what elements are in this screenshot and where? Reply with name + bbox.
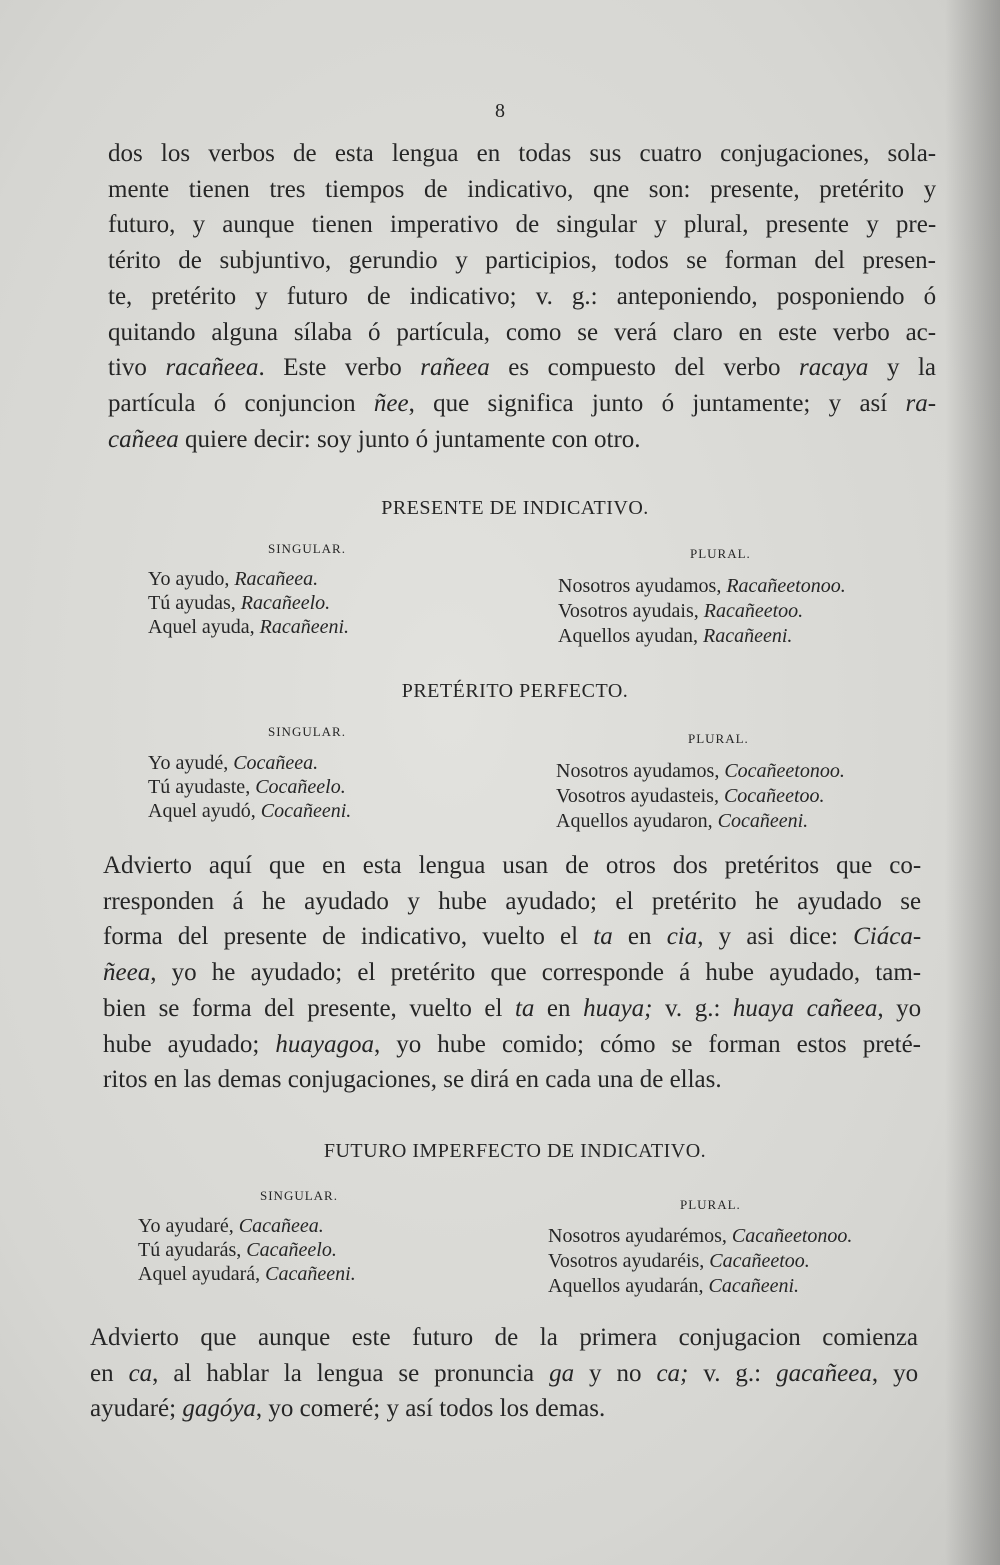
preterito-plural-native: Cocañeeni. [717,810,809,832]
presente-singular-spanish: Yo ayudo, [148,568,235,590]
presente-singular-native: Racañeea. [234,568,319,590]
presente-plural-spanish: Aquellos ayudan, [558,625,703,647]
intro-line: dos los verbos de esta lengua en todas sus cuatro conjugaciones, sola- [108,140,937,167]
presente-singular-row [148,592,330,615]
presente-singular-native: Racañeeni. [259,616,350,638]
presente-plural-row [558,575,846,598]
preterito-singular-native: Cocañeeni. [260,800,352,822]
paragraph-intro [108,136,936,457]
presente-singular-spanish: Tú ayudas, [148,592,241,614]
page-edge-shadow [945,0,1000,1565]
preterito-singular-row [148,800,351,823]
preterito-plural-label: PLURAL. [688,731,749,746]
presente-plural-native: Racañeeni. [702,625,793,647]
intro-line: mente tienen tres tiempos de indicativo, qne son: presente, pretérito y [108,175,937,203]
futuro-singular-row [138,1215,324,1238]
futuro-singular-row [138,1263,356,1286]
presente-singular-spanish: Aquel ayuda, [148,616,260,638]
preterito-singular-native: Cocañeelo. [255,776,346,798]
heading-preterito: PRETÉRITO PERFECTO. [401,680,629,702]
intro-line: cañeea quiere decir: soy junto ó juntamente con otro. [108,425,641,453]
preteritos-line: ritos en las demas conjugaciones, se dirá en cada una de ellas. [103,1066,722,1094]
futuro-plural-label: PLURAL. [680,1197,741,1212]
preterito-plural-spanish: Aquellos ayudaron, [556,810,718,832]
intro-line: térito de subjuntivo, gerundio y participios, todos se forman del presen- [108,247,937,275]
heading-presente: PRESENTE DE INDICATIVO. [381,497,649,519]
intro-line: futuro, y aunque tienen imperativo de singular y plural, presente y pre- [108,211,937,239]
futuro-plural-row [548,1250,810,1273]
futuro-singular-native: Cacañeea. [238,1215,324,1237]
futuro-singular-spanish: Aquel ayudará, [138,1263,266,1285]
presente-plural-native: Racañeetoo. [703,600,804,622]
preterito-plural-row [556,785,825,808]
futuro-plural-spanish: Nosotros ayudarémos, [548,1225,732,1247]
preterito-plural-row [556,760,845,783]
presente-plural-spanish: Vosotros ayudais, [558,600,704,622]
futuro-singular-spanish: Yo ayudaré, [138,1215,239,1237]
heading-futuro: FUTURO IMPERFECTO DE INDICATIVO. [323,1140,707,1162]
futuro-plural-row [548,1225,852,1248]
paragraph-preteritos [103,848,921,1098]
futuro-singular-row [138,1239,337,1262]
preterito-singular-native: Cocañeea. [233,752,319,774]
preterito-plural-spanish: Nosotros ayudamos, [556,760,725,782]
presente-plural-row [558,625,792,648]
preterito-singular-spanish: Aquel ayudó, [148,800,261,822]
preterito-singular-row [148,776,346,799]
preterito-plural-row [556,810,808,833]
presente-singular-label: SINGULAR. [268,541,346,556]
preteritos-line: forma del presente de indicativo, vuelto el ta en cia, y asi dice: Ciáca- [103,923,922,951]
futuro-plural-native: Cacañeeni. [708,1275,800,1297]
presente-singular-row [148,568,318,591]
preterito-singular-label: SINGULAR. [268,724,346,739]
intro-line: quitando alguna sílaba ó partícula, como se verá claro en este verbo ac- [108,318,937,346]
futuro-plural-row [548,1275,799,1298]
preterito-plural-native: Cocañeetoo. [723,785,825,807]
intro-line: tivo racañeea. Este verbo rañeea es compuesto del verbo racaya y la [108,354,937,382]
futuro-note-line: ayudaré; gagóya, yo comeré; y así todos los demas. [90,1395,606,1423]
preteritos-line: bien se forma del presente, vuelto el ta en huaya; v. g.: huaya cañeea, yo [103,994,922,1022]
presente-plural-spanish: Nosotros ayudamos, [558,575,727,597]
futuro-singular-native: Cacañeeni. [265,1263,356,1285]
presente-plural-label: PLURAL. [690,546,751,561]
futuro-singular-label: SINGULAR. [260,1188,338,1203]
presente-plural-row [558,600,803,623]
futuro-plural-native: Cacañeetonoo. [731,1225,853,1247]
page-number: 8 [495,100,505,122]
preteritos-line: ñeea, yo he ayudado; el pretérito que corresponde á hube ayudado, tam- [103,959,922,987]
preterito-plural-native: Cocañeetonoo. [724,760,845,782]
futuro-singular-native: Cacañeelo. [246,1239,337,1261]
intro-line: te, pretérito y futuro de indicativo; v. g.: anteponiendo, posponiendo ó [108,282,937,310]
futuro-note-line: Advierto que aunque este futuro de la primera conjugacion comienza [90,1324,919,1351]
preteritos-line: rresponden á he ayudado y hube ayudado; el pretérito he ayudado se [103,887,922,915]
preterito-plural-spanish: Vosotros ayudasteis, [556,785,724,807]
futuro-singular-spanish: Tú ayudarás, [138,1239,247,1261]
futuro-plural-spanish: Vosotros ayudaréis, [548,1250,710,1272]
futuro-plural-native: Cacañeetoo. [709,1250,810,1272]
preterito-singular-spanish: Tú ayudaste, [148,776,256,798]
presente-singular-row [148,616,349,639]
futuro-plural-spanish: Aquellos ayudarán, [548,1275,709,1297]
presente-singular-native: Racañeelo. [240,592,331,614]
preterito-singular-spanish: Yo ayudé, [148,752,234,774]
preteritos-line: Advierto aquí que en esta lengua usan de otros dos pretéritos que co- [103,852,922,879]
futuro-note-line: en ca, al hablar la lengua se pronuncia ga y no ca; v. g.: gacañeea, yo [90,1359,919,1387]
presente-plural-native: Racañeetonoo. [726,575,846,597]
intro-line: partícula ó conjuncion ñee, que significa junto ó juntamente; y así ra- [108,389,937,417]
paragraph-futuro [90,1320,918,1427]
preterito-singular-row [148,752,318,775]
preteritos-line: hube ayudado; huayagoa, yo hube comido; cómo se forman estos preté- [103,1030,921,1058]
